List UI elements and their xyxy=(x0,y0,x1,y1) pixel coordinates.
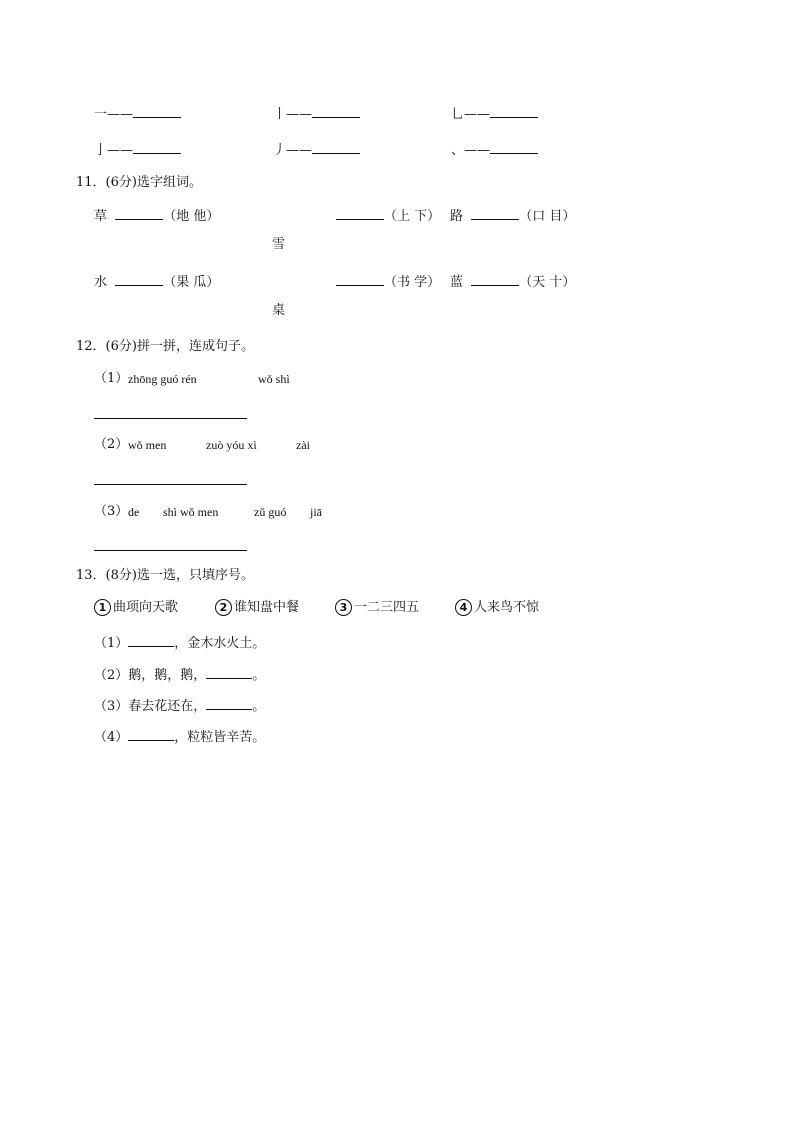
option-item: 3 一二三四五 xyxy=(335,599,419,617)
option-number-1: 1 xyxy=(94,599,111,616)
stroke-item: 一—— xyxy=(94,104,181,124)
answer-blank[interactable] xyxy=(471,272,519,286)
word-item-char: 雪 xyxy=(272,237,286,252)
answer-blank[interactable] xyxy=(115,272,163,286)
option-item: 2 谁知盘中餐 xyxy=(215,599,299,617)
option-number-3: 3 xyxy=(335,599,352,616)
answer-blank[interactable] xyxy=(115,206,163,220)
fill-item: （4） ，粒粒皆辛苦。 xyxy=(94,727,265,747)
pinyin-word: wǒ men xyxy=(128,438,167,452)
question-title: 11．(6分)选字组词。 xyxy=(76,175,202,190)
item-number: （3） xyxy=(94,504,129,519)
answer-line[interactable] xyxy=(94,484,247,485)
answer-blank[interactable] xyxy=(312,104,360,118)
stroke-item: 丿—— xyxy=(273,140,360,160)
answer-blank[interactable] xyxy=(128,633,174,647)
answer-blank[interactable] xyxy=(206,696,252,710)
stroke-item: 丨—— xyxy=(273,104,360,124)
pinyin-word: shì wǒ men xyxy=(163,505,219,519)
answer-line[interactable] xyxy=(94,550,247,551)
pinyin-word: zǔ guó xyxy=(254,505,287,519)
stroke-item: 乚—— xyxy=(451,104,538,124)
fill-item: （1） ，金木水火土。 xyxy=(94,633,265,653)
pinyin-word: wǒ shì xyxy=(258,372,290,386)
option-item: 4 人来鸟不惊 xyxy=(455,599,539,617)
pinyin-word: zhōng guó rén xyxy=(128,372,197,386)
option-number-4: 4 xyxy=(455,599,472,616)
item-number: （1） xyxy=(94,371,129,386)
answer-blank[interactable] xyxy=(336,272,384,286)
word-item: 蓝 （天 十） xyxy=(450,272,575,292)
option-number-2: 2 xyxy=(215,599,232,616)
answer-blank[interactable] xyxy=(471,206,519,220)
word-item: （上 下） xyxy=(336,206,440,226)
pinyin-word: zài xyxy=(296,438,310,452)
word-item: （书 学） xyxy=(336,272,440,292)
answer-blank[interactable] xyxy=(128,727,174,741)
pinyin-word: jiā xyxy=(310,505,322,519)
question-title: 13．(8分)选一选，只填序号。 xyxy=(76,568,254,583)
option-item: 1 曲项向天歌 xyxy=(94,599,178,617)
pinyin-word: zuò yóu xì xyxy=(206,438,257,452)
word-item-char: 桌 xyxy=(272,303,286,318)
stroke-item: 、—— xyxy=(451,140,538,160)
answer-blank[interactable] xyxy=(133,140,181,154)
fill-item: （2）鹅，鹅，鹅， 。 xyxy=(94,665,265,685)
answer-blank[interactable] xyxy=(206,665,252,679)
word-item: 路 （口 目） xyxy=(450,206,575,226)
answer-blank[interactable] xyxy=(312,140,360,154)
answer-line[interactable] xyxy=(94,418,247,419)
word-item: 草 （地 他） xyxy=(94,206,219,226)
item-number: （2） xyxy=(94,437,129,452)
answer-blank[interactable] xyxy=(133,104,181,118)
stroke-item: 亅—— xyxy=(94,140,181,160)
answer-blank[interactable] xyxy=(490,140,538,154)
answer-blank[interactable] xyxy=(336,206,384,220)
answer-blank[interactable] xyxy=(490,104,538,118)
fill-item: （3）春去花还在， 。 xyxy=(94,696,265,716)
question-title: 12．(6分)拼一拼，连成句子。 xyxy=(76,339,254,354)
word-item: 水 （果 瓜） xyxy=(94,272,219,292)
pinyin-word: de xyxy=(128,505,140,519)
